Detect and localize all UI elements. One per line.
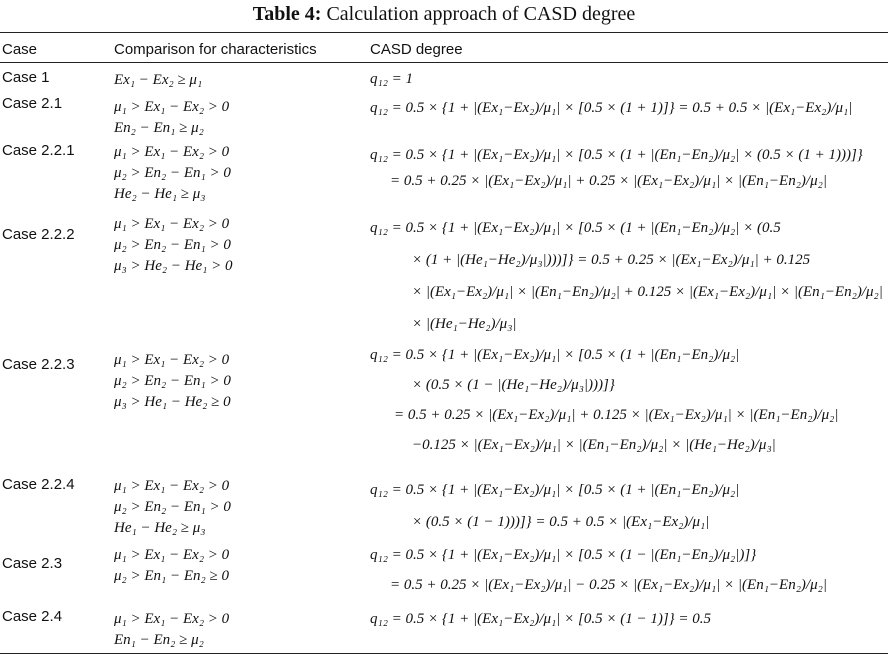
condition: He₁ − He₂ ≥ μ₃ [114, 520, 206, 536]
formula-line: q₁₂ = 0.5 × {1 + |(Ex₁−Ex₂)/μ₁| × [0.5 × (1 + |(En₁−En₂)/μ₂| [370, 482, 740, 498]
condition: En₁ − En₂ ≥ μ₂ [114, 632, 204, 648]
formula-line: q₁₂ = 0.5 × {1 + |(Ex₁−Ex₂)/μ₁| × [0.5 × (1 − |(En₁−En₂)/μ₂|)]} [370, 547, 757, 563]
formula-line: × |(He₁−He₂)/μ₃| [412, 316, 517, 332]
condition: He₂ − He₁ ≥ μ₃ [114, 186, 206, 202]
condition: μ₁ > Ex₁ − Ex₂ > 0 [114, 99, 230, 115]
formula-line: q₁₂ = 0.5 × {1 + |(Ex₁−Ex₂)/μ₁| × [0.5 × (1 + 1)]} = 0.5 + 0.5 × |(Ex₁−Ex₂)/μ₁| [370, 100, 853, 116]
comparison-conditions [114, 609, 229, 651]
casd-formula [370, 95, 852, 121]
comparison-conditions [114, 545, 229, 587]
condition: μ₁ > Ex₁ − Ex₂ > 0 [114, 216, 230, 232]
table-title [0, 3, 888, 26]
formula-line: = 0.5 + 0.25 × |(Ex₁−Ex₂)/μ₁| − 0.25 × |(Ex₁−Ex₂)/μ₁| × |(En₁−En₂)/μ₂| [390, 577, 827, 593]
comparison-conditions [114, 97, 229, 139]
condition: μ₂ > En₂ − En₁ > 0 [114, 237, 231, 253]
formula-line: × (1 + |(He₁−He₂)/μ₃|)))]} = 0.5 + 0.25 × |(Ex₁−Ex₂)/μ₁| + 0.125 [412, 252, 811, 268]
condition: μ₂ > En₂ − En₁ > 0 [114, 499, 231, 515]
condition: μ₁ > Ex₁ − Ex₂ > 0 [114, 547, 230, 563]
case-label: Case 2.2.2 [2, 226, 75, 243]
casd-formula [370, 474, 739, 538]
case-label: Case 2.4 [2, 608, 63, 625]
case-label: Case 1 [2, 69, 50, 86]
condition: μ₁ > Ex₁ − Ex₂ > 0 [114, 352, 230, 368]
case-label: Case 2.2.4 [2, 476, 75, 493]
casd-formula [370, 66, 413, 92]
condition: μ₂ > En₂ − En₁ > 0 [114, 165, 231, 181]
formula-line: × (0.5 × (1 − 1)))]} = 0.5 + 0.5 × |(Ex₁−Ex₂)/μ₁| [412, 514, 710, 530]
column-header-case: Case [2, 41, 38, 58]
table-title-text: Calculation approach of CASD degree [326, 3, 636, 25]
condition: μ₂ > En₂ − En₁ > 0 [114, 373, 231, 389]
casd-formula [370, 340, 838, 460]
case-label: Case 2.2.1 [2, 142, 75, 159]
formula-line: × |(Ex₁−Ex₂)/μ₁| × |(En₁−En₂)/μ₂| + 0.125 × |(Ex₁−Ex₂)/μ₁| × |(En₁−En₂)/μ₂| [412, 284, 883, 300]
condition: μ₃ > He₂ − He₁ > 0 [114, 258, 233, 274]
comparison-conditions [114, 476, 231, 539]
formula-line: q₁₂ = 0.5 × {1 + |(Ex₁−Ex₂)/μ₁| × [0.5 × (1 + |(En₁−En₂)/μ₂| × (0.5 [370, 220, 781, 236]
condition: μ₁ > Ex₁ − Ex₂ > 0 [114, 144, 230, 160]
condition: μ₁ > Ex₁ − Ex₂ > 0 [114, 478, 230, 494]
comparison-conditions [114, 70, 202, 91]
comparison-conditions [114, 142, 231, 205]
formula-line: = 0.5 + 0.25 × |(Ex₁−Ex₂)/μ₁| + 0.25 × |(Ex₁−Ex₂)/μ₁| × |(En₁−En₂)/μ₂| [390, 173, 827, 189]
formula-line: q₁₂ = 0.5 × {1 + |(Ex₁−Ex₂)/μ₁| × [0.5 × (1 − 1)]} = 0.5 [370, 611, 712, 627]
condition: μ₁ > Ex₁ − Ex₂ > 0 [114, 611, 230, 627]
casd-formula [370, 606, 711, 632]
header-rule [0, 62, 888, 63]
case-label: Case 2.1 [2, 95, 63, 112]
casd-formula [370, 142, 863, 194]
formula-line: q₁₂ = 0.5 × {1 + |(Ex₁−Ex₂)/μ₁| × [0.5 × (1 + |(En₁−En₂)/μ₂| × (0.5 × (1 + 1)))]} [370, 147, 863, 163]
casd-formula [370, 540, 827, 600]
formula-line: −0.125 × |(Ex₁−Ex₂)/μ₁| × |(En₁−En₂)/μ₂| × |(He₁−He₂)/μ₃| [412, 437, 776, 453]
table-title-label: Table 4: [252, 3, 322, 25]
formula-line: × (0.5 × (1 − |(He₁−He₂)/μ₃|)))]} [412, 377, 615, 393]
case-label: Case 2.2.3 [2, 356, 75, 373]
condition: Ex₁ − Ex₂ ≥ μ₁ [114, 72, 203, 88]
comparison-conditions [114, 350, 231, 413]
formula-line: q₁₂ = 1 [370, 71, 414, 87]
bottom-rule [0, 653, 888, 654]
case-label: Case 2.3 [2, 555, 63, 572]
comparison-conditions [114, 214, 233, 277]
formula-line: q₁₂ = 0.5 × {1 + |(Ex₁−Ex₂)/μ₁| × [0.5 × (1 + |(En₁−En₂)/μ₂| [370, 347, 740, 363]
top-rule [0, 32, 888, 33]
condition: μ₃ > He₁ − He₂ ≥ 0 [114, 394, 231, 410]
formula-line: = 0.5 + 0.25 × |(Ex₁−Ex₂)/μ₁| + 0.125 × |(Ex₁−Ex₂)/μ₁| × |(En₁−En₂)/μ₂| [394, 407, 839, 423]
condition: μ₂ > En₁ − En₂ ≥ 0 [114, 568, 229, 584]
condition: En₂ − En₁ ≥ μ₂ [114, 120, 204, 136]
column-header-casd-degree: CASD degree [370, 41, 463, 58]
column-header-comparison: Comparison for characteristics [114, 41, 317, 58]
casd-formula [370, 212, 883, 340]
